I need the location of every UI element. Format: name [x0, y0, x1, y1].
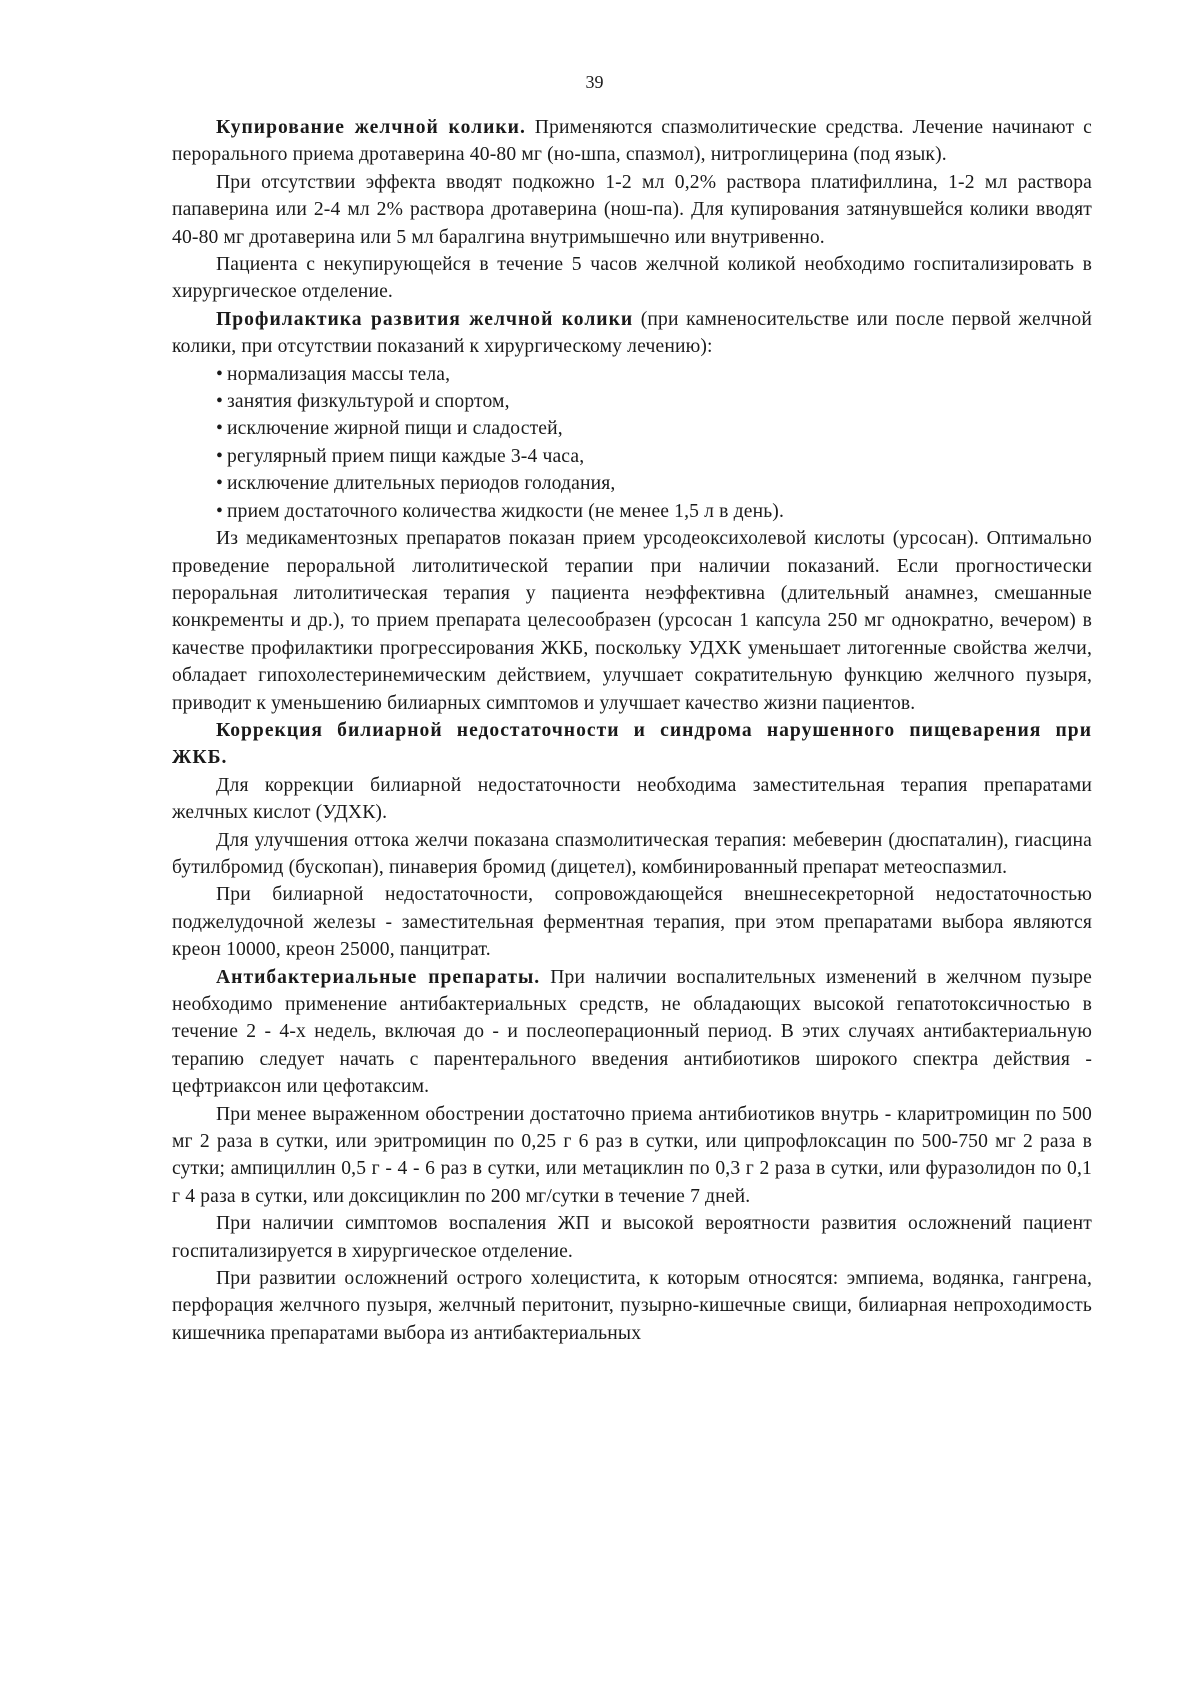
bullet-icon: •	[216, 473, 224, 495]
paragraph-complications: При развитии осложнений острого холецистита, к которым относятся: эмпиема, водянка, гангрена, перфорация желчного пузыря, желчный перитонит, пузырно-кишечные свищи, билиарная непроходимость кишечника препаратами выбора из антибактериальных	[172, 1268, 1092, 1344]
list-item	[216, 388, 1092, 415]
section-heading-biliary-insufficiency: Коррекция билиарной недостаточности и синдрома нарушенного пищеварения при ЖКБ.	[172, 719, 1092, 769]
list-item	[216, 415, 1092, 442]
section-title-colic-relief: Купирование желчной колики.	[216, 117, 526, 138]
bullet-icon: •	[216, 363, 224, 385]
paragraph-hospitalization: Пациента с некупирующейся в течение 5 часов желчной коликой необходимо госпитализировать в хирургическое отделение.	[172, 254, 1092, 303]
page-number: 39	[585, 72, 604, 92]
paragraph-colic-relief	[172, 114, 1092, 169]
paragraph-no-effect: При отсутствии эффекта вводят подкожно 1-2 мл 0,2% раствора платифиллина, 1-2 мл раствора папаверина или 2-4 мл 2% раствора дротаверина (нош-па). Для купирования затянувшейся колики вводят 40-80 мг дротаверина или 5 мл баралгина внутримышечно или внутривенно.	[172, 171, 1092, 248]
list-item	[216, 470, 1092, 497]
list-item-text: нормализация массы тела,	[227, 363, 451, 385]
list-item-text: регулярный прием пищи каждые 3-4 часа,	[227, 445, 585, 467]
bullet-icon: •	[216, 445, 224, 467]
prevention-list	[172, 361, 1092, 525]
list-item-text: исключение жирной пищи и сладостей,	[227, 418, 563, 440]
paragraph-enzyme-therapy: При билиарной недостаточности, сопровождающейся внешнесекреторной недостаточностью поджелудочной железы - заместительная ферментная терапия, при этом препаратами выбора являются креон 10000, креон 25000, панцитрат.	[172, 884, 1092, 961]
page-body	[172, 114, 1092, 1347]
list-item	[216, 443, 1092, 470]
paragraph-ursodeoxycholic-acid: Из медикаментозных препаратов показан прием урсодеоксихолевой кислоты (урсосан). Оптимально проведение пероральной литолитической терапии при наличии показаний. Если прогностически пероральная литолитическая терапия у пациента неэффективна (длительный анамнез, смешанные конкременты и др.), то прием препарата целесообразен (урсосан 1 капсула 250 мг однократно, вечером) в качестве профилактики прогрессирования ЖКБ, поскольку УДХК уменьшает литогенные свойства желчи, обладает гипохолестеринемическим действием, улучшает сократительную функцию желчного пузыря, приводит к уменьшению билиарных симптомов и улучшает качество жизни пациентов.	[172, 528, 1092, 714]
paragraph-colic-prevention	[172, 306, 1092, 361]
paragraph-spasmolytic-therapy: Для улучшения оттока желчи показана спазмолитическая терапия: мебеверин (дюспаталин), гиасцина бутилбромид (бускопан), пинаверия бромид (дицетел), комбинированный препарат метеоспазмил.	[172, 829, 1092, 878]
list-item-text: исключение длительных периодов голодания,	[227, 473, 616, 495]
list-item-text: занятия физкультурой и спортом,	[227, 391, 510, 413]
paragraph-oral-antibiotics: При менее выраженном обострении достаточно приема антибиотиков внутрь - кларитромицин по 500 мг 2 раза в сутки, или эритромицин по 0,25 г 6 раз в сутки, или ципрофлоксацин по 500-750 мг 2 раза в сутки; ампициллин 0,5 г - 4 - 6 раз в сутки, или метациклин по 0,3 г 2 раза в сутки, или фуразолидон по 0,1 г 4 раза в сутки, или доксициклин по 200 мг/сутки в течение 7 дней.	[172, 1103, 1092, 1207]
list-item	[216, 498, 1092, 525]
list-item	[216, 361, 1092, 388]
list-item-text: прием достаточного количества жидкости (не менее 1,5 л в день).	[227, 500, 785, 522]
bullet-icon: •	[216, 391, 224, 413]
paragraph-replacement-therapy: Для коррекции билиарной недостаточности необходима заместительная терапия препаратами желчных кислот (УДХК).	[172, 774, 1092, 824]
bullet-icon: •	[216, 500, 224, 522]
paragraph-text: При наличии воспалительных изменений в желчном пузыре необходимо применение антибактериальных средств, не обладающих высокой гепатотоксичностью в течение 2 - 4-х недель, включая до - и послеоперационный период. В этих случаях антибактериальную терапию следует начать с парентерального введения антибиотиков широкого спектра действия - цефтриаксон или цефотаксим.	[172, 966, 1093, 1098]
paragraph-text: Применяются спазмолитические средства. Лечение начинают с перорального приема дротаверина 40-80 мг (но-шпа, спазмол), нитроглицерина (под язык).	[172, 117, 1092, 166]
paragraph-antibacterial	[172, 964, 1092, 1101]
bullet-icon: •	[216, 418, 224, 440]
section-title-colic-prevention: Профилактика развития желчной колики	[216, 308, 634, 330]
paragraph-text: (при камненосительстве или после первой желчной колики, при отсутствии показаний к хирургическому лечению):	[172, 308, 1092, 358]
section-title-antibacterial: Антибактериальные препараты.	[216, 966, 541, 988]
paragraph-inflammation-hospitalization: При наличии симптомов воспаления ЖП и высокой вероятности развития осложнений пациент госпитализируется в хирургическое отделение.	[172, 1213, 1092, 1262]
